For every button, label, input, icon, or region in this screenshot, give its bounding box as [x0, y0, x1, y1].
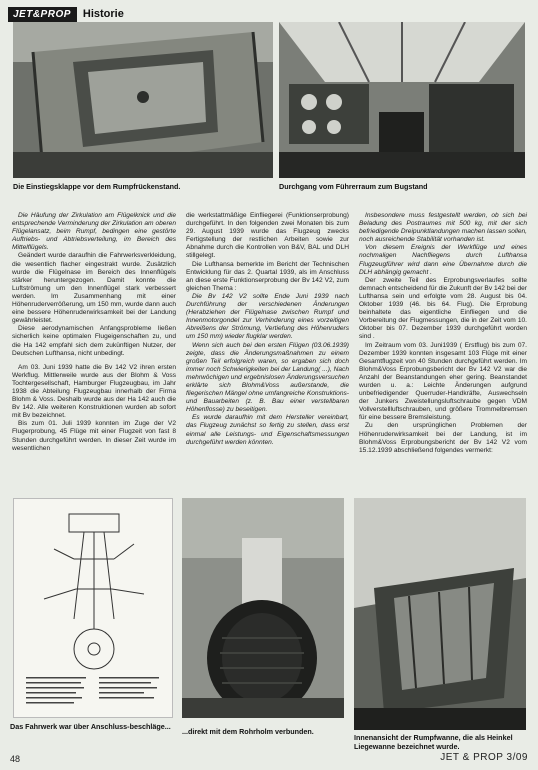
paragraph: Die Häufung der Zirkulation am Flügelknick und die entsprechende Verminderung der Zirkulation am oberen Flügelansatz, beim Rumpf, bedingen eine gestörte Auftriebs- und Abtriebsverteilung, im Bereich des Mittelflügels. [12, 212, 176, 252]
section-title: Historie [82, 8, 124, 20]
paragraph: Die Lufthansa bemerkte im Bericht der Technischen Entwicklung für das 2. Quartal 1939, als im Anschluss an diese erste Funktionserprobung der Bv 142 V2, zum gleichen Thema : [186, 260, 349, 292]
photo-cockpit-passage [279, 22, 525, 178]
page-number: 48 [10, 754, 21, 764]
paragraph: Zu den ursprünglichen Problemen der Höhenruderwirksamkeit bei der Landung, ist im Blohm&Voss Erprobungsbericht der Bv 142 V2 vom 15.12.1939 abschließend folgendes vermerkt: [359, 422, 527, 454]
page-header [8, 6, 124, 22]
magazine-logo: JET&PROP [8, 7, 77, 22]
paragraph: Im Zeitraum vom 03. Juni1939 ( Erstflug) bis zum 07. Dezember 1939 konnten insgesamt 103 Flüge mit einer Gesamtflugzeit von 40 Stunden durchgeführt werden. Im Blohm&Voss Erprobungsbericht der Bv 142 V2 war die Anzahl der Beanstandungen eher gering. Beanstandet wurden u. a.: Leichte Änderungen aufgrund unbefriedigender Querruder-Handkräfte, Auswechseln der Junkers Zweistellungsluftschraube gegen VDM Vollverstellluftschrauben, und größere Trommelbremsen für eine bessere Bremsleistung. [359, 341, 527, 422]
paragraph: Der zweite Teil des Erprobungsverlaufes sollte demnach entscheidend für die Zukunft der Bv 142 bei der Lufthansa sein und erfolgte vom 28. August bis 04. Oktober 1939 (46. bis 64. Flug). Die Erprobung beinhaltete das eigentliche Einfliegen und die Vorbereitung der Flugmessungen, die in der Zeit vom 10. Oktober bis 07. Dezember 1939 durchgeführt worden sind . [359, 276, 527, 341]
caption-photo2: Durchgang vom Führerraum zum Bugstand [279, 182, 428, 191]
magazine-issue: JET & PROP 3/09 [440, 752, 528, 763]
paragraph: Wenn sich auch bei den ersten Flügen (03.06.1939) zeigte, dass die Änderungsmaßnahmen zu einem großen Teil erfolgreich waren, so ergaben sich doch immer noch Schwierigkeiten bei der Landung( ...), Nach mehrwöchigen und ergebnislosen Änderungsversuchen erklärte sich Blohm&Voss außerstande, die fliegerischen Mängel ohne umfangreiche Konstruktions- und Bauarbeiten (z. B. Bau einer verstellbaren Höhenflosse) zu beseitigen. [186, 341, 349, 414]
text-column-1 [12, 212, 176, 453]
paragraph: Insbesondere muss festgestellt werden, ob sich bei Beladung des Postraumes mit 500 kg, mit der sich befriedigende Dreipunktlandungen machen lassen sollen, noch ausreichende Stabilität vorhanden ist. [359, 212, 527, 244]
paragraph: Die Bv 142 V2 sollte Ende Juni 1939 nach Durchführung der verschiedenen Änderungen (Herabziehen der Flügelnase zwischen Rumpf und Innenmotorgondel zur Verhinderung eines vorzeitigen Abreißens der Strömung, Vertiefung des Höhenruders um 150 mm) wieder flugklar werden. [186, 292, 349, 341]
text-column-2 [186, 212, 349, 447]
caption-photo4: ...direkt mit dem Rohrholm verbunden. [182, 727, 314, 736]
paragraph: Von diesem Ereignis der Werkflüge und eines nochmaligen Nachfliegens durch Lufthansa Flugzeugführer wird dann eine Übernahme durch die DLH abhängig gemacht . [359, 244, 527, 276]
paragraph: Diese aerodynamischen Anfangsprobleme ließen sicherlich keine optimalen Flugeigenschaften zu, und die Ha 142 empfahl sich dem zukünftigen Nutzer, der Deutschen Lufthansa, nicht unbedingt. [12, 325, 176, 357]
caption-photo3: Das Fahrwerk war über Anschluss-beschläge... [10, 722, 171, 731]
paragraph: Am 03. Juni 1939 hatte die Bv 142 V2 ihren ersten Werkflug. Mittlerweile wurde aus der Blohm & Voss Tochtergesellschaft, Hamburger Flugzeugbau, im Jahr 1938 die Abteilung Flugzeugbau innerhalb der Firma Blohm & Voss. Deshalb wurde aus der Ha 142 auch die Bv 142. Alle weiteren Konstruktionen wurden ab sofort mit Bv bezeichnet. [12, 363, 176, 420]
paragraph: die werkstattmäßige Einfliegerei (Funktionserprobung) durchgeführt. In den folgenden zwei Monaten bis zum 29. August 1939 wurde das Flugzeug zwecks Fertigstellung der restlichen Arbeiten sowie zur Abnahme durch die Kontrollen von B&V, BAL und DLH stillgelegt. [186, 212, 349, 260]
paragraph: Bis zum 01. Juli 1939 konnten im Zuge der V2 Flugerprobung, 45 Flüge mit einer Flugzeit von fast 8 Stunden durchgeführt werden. In dieser Zeit wurde im wesentlichen [12, 420, 176, 452]
paragraph: Es wurde daraufhin mit dem Hersteller vereinbart, das Flugzeug zunächst so fertig zu stellen, dass erst einmal alle Leistungs- und Eigenschaftsmessungen durchgeführt werden könnten. [186, 414, 349, 446]
photo-landing-gear-wheel [182, 498, 344, 718]
text-column-3 [359, 212, 527, 455]
photo-fuselage-tub [354, 498, 526, 730]
drawing-landing-gear [13, 498, 173, 718]
caption-photo5: Innenansicht der Rumpfwanne, die als Heinkel Liegewanne bezeichnet wurde. [354, 733, 513, 751]
paragraph: Geändert wurde daraufhin die Fahrwerksverkleidung, die wesentlich flacher eingestrakt wurde. Zusätzlich wurde die Flügelnase im Bereich des Innenflügels stärker heruntergezogen. Damit konnte die Luftströmung um den Innenflügel stark verbessert werden. Im Zusammenhang mit einer Höhenruderverrößerung, um 150 mm, wurde dann auch eine bessere Höhenruderwirksamkeit bei der Landung gewährleistet. [12, 252, 176, 325]
photo-entry-hatch [13, 22, 273, 178]
caption-photo1: Die Einstiegsklappe vor dem Rumpfrückenstand. [13, 182, 181, 191]
